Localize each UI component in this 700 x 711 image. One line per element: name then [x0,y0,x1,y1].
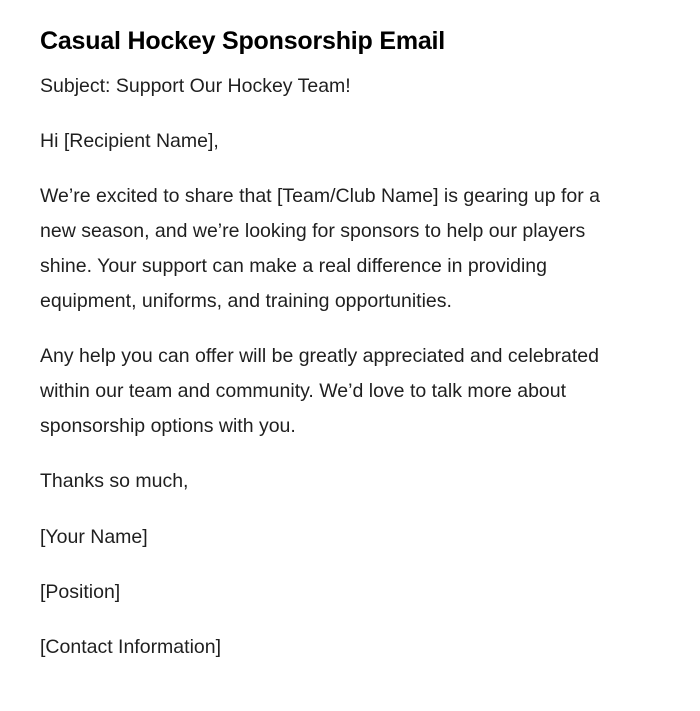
email-greeting: Hi [Recipient Name], [40,130,219,152]
email-body-paragraph-1: We’re excited to share that [Team/Club Name] is gearing up for a new season, and we’re looking for sponsors to help our players shine. Your support can make a real difference in providing equipment, uniforms, and training opportunities. [40,185,600,312]
email-closing: Thanks so much, [40,470,189,492]
signature-position: [Position] [40,581,121,603]
signature-contact: [Contact Information] [40,636,222,658]
email-subject-line: Subject: Support Our Hockey Team! [40,75,351,97]
signature-name: [Your Name] [40,526,148,548]
email-body-paragraph-2: Any help you can offer will be greatly appreciated and celebrated within our team and community. We’d love to talk more about sponsorship options with you. [40,345,599,437]
document-title: Casual Hockey Sponsorship Email [40,27,446,55]
